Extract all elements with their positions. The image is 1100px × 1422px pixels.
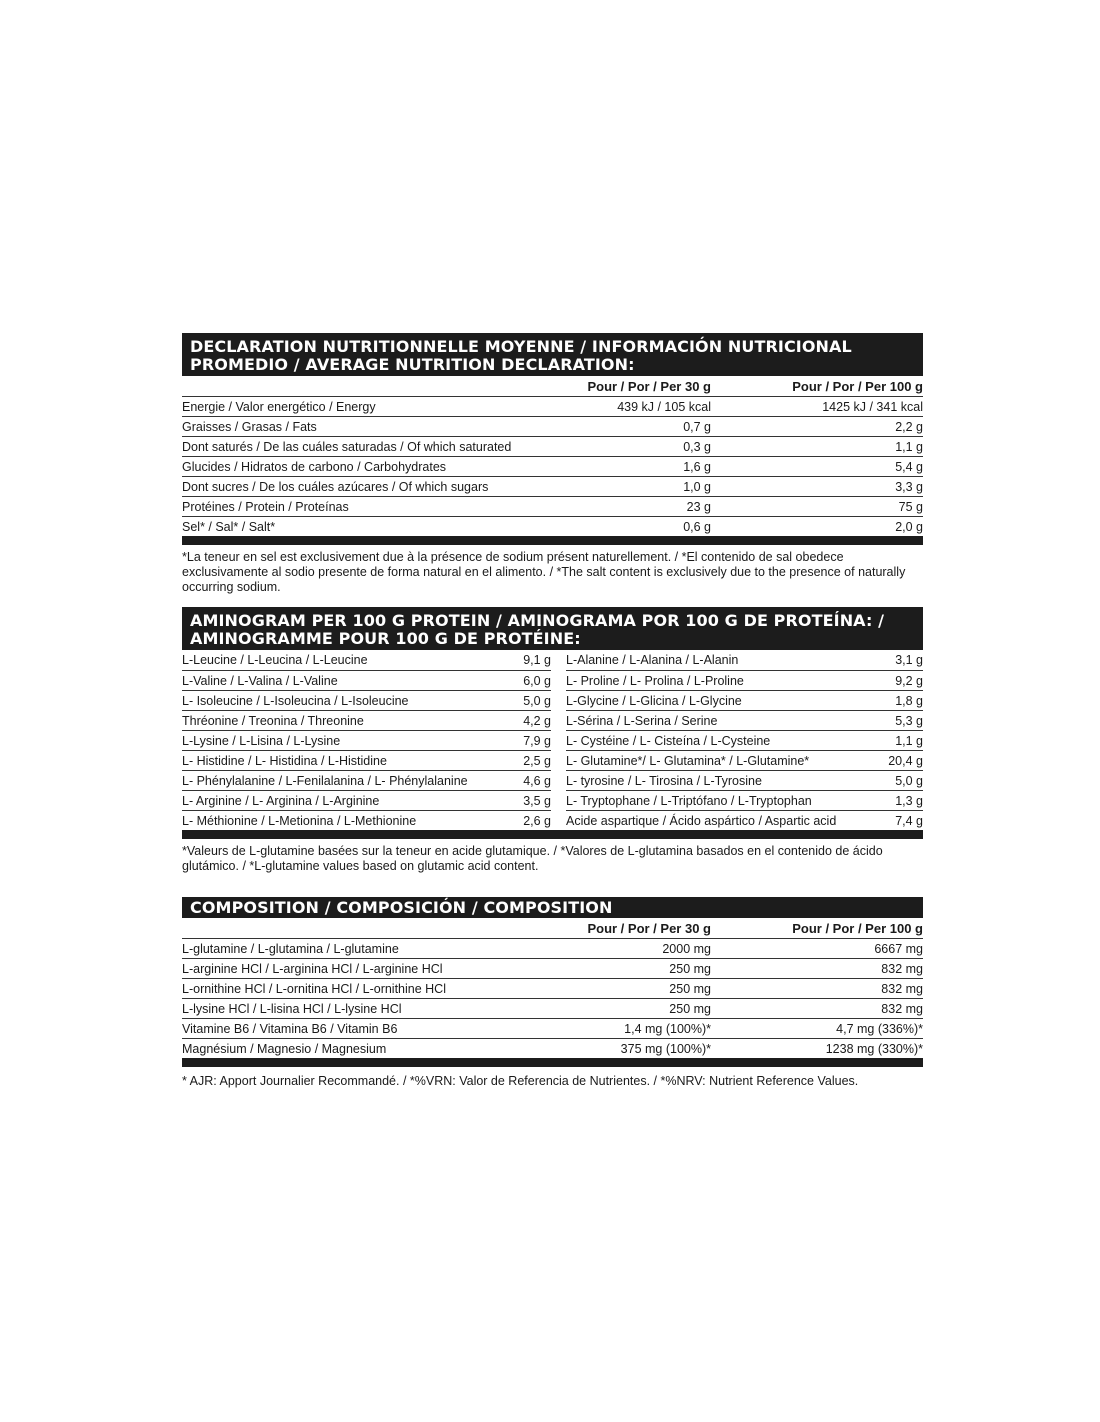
value-per-30g: 0,6 g bbox=[683, 520, 711, 534]
nutrition-rows bbox=[182, 396, 923, 536]
amino-acid-name: L- Proline / L- Prolina / L-Proline bbox=[566, 674, 744, 688]
table-row bbox=[182, 1038, 923, 1058]
amino-acid-name: L- tyrosine / L- Tirosina / L-Tyrosine bbox=[566, 774, 762, 788]
table-row bbox=[182, 396, 923, 416]
value-per-30g: 375 mg (100%)* bbox=[620, 1042, 711, 1056]
nutrient-name: L-arginine HCl / L-arginina HCl / L-arginine HCl bbox=[182, 962, 443, 976]
nutrient-name: Dont sucres / De los cuáles azúcares / Of which sugars bbox=[182, 480, 489, 494]
nutrient-name: Glucides / Hidratos de carbono / Carbohydrates bbox=[182, 460, 447, 474]
amino-acid-name: L-Sérina / L-Serina / Serine bbox=[566, 714, 718, 728]
value-per-100g: 3,3 g bbox=[895, 480, 923, 494]
amino-acid-row bbox=[566, 810, 923, 830]
nutrient-name: L-ornithine HCl / L-ornitina HCl / L-ornithine HCl bbox=[182, 982, 446, 996]
nutrient-name: Dont saturés / De las cuáles saturadas / Of which saturated bbox=[182, 440, 512, 454]
amino-acid-value: 2,5 g bbox=[523, 754, 551, 768]
amino-acid-row bbox=[566, 750, 923, 770]
column-header-per-100g: Pour / Por / Per 100 g bbox=[792, 921, 923, 936]
nutrient-name: L-lysine HCl / L-lisina HCl / L-lysine HCl bbox=[182, 1002, 402, 1016]
amino-acid-value: 4,6 g bbox=[523, 774, 551, 788]
amino-acid-row bbox=[566, 770, 923, 790]
amino-acid-value: 20,4 g bbox=[888, 754, 923, 768]
value-per-30g: 250 mg bbox=[669, 1002, 711, 1016]
amino-acid-value: 4,2 g bbox=[523, 714, 551, 728]
amino-acid-name: L- Glutamine*/ L- Glutamina* / L-Glutamine* bbox=[566, 754, 810, 768]
amino-acid-value: 6,0 g bbox=[523, 674, 551, 688]
amino-acid-value: 3,1 g bbox=[895, 653, 923, 667]
amino-acid-value: 1,1 g bbox=[895, 734, 923, 748]
amino-acid-row bbox=[182, 770, 551, 790]
value-per-30g: 0,3 g bbox=[683, 440, 711, 454]
amino-acid-row bbox=[182, 790, 551, 810]
amino-acid-name: Acide aspartique / Ácido aspártico / Aspartic acid bbox=[566, 814, 837, 828]
value-per-30g: 250 mg bbox=[669, 982, 711, 996]
value-per-100g: 832 mg bbox=[881, 1002, 923, 1016]
amino-acid-name: L- Isoleucine / L-Isoleucina / L-Isoleucine bbox=[182, 694, 409, 708]
value-per-100g: 6667 mg bbox=[874, 942, 923, 956]
amino-acid-name: L- Tryptophane / L-Triptófano / L-Tryptophan bbox=[566, 794, 812, 808]
amino-acid-value: 2,6 g bbox=[523, 814, 551, 828]
aminogram-section bbox=[182, 607, 923, 874]
value-per-30g: 439 kJ / 105 kcal bbox=[617, 400, 711, 414]
aminogram-table bbox=[182, 650, 923, 830]
amino-acid-name: L- Méthionine / L-Metionina / L-Methionine bbox=[182, 814, 417, 828]
section-divider-bar bbox=[182, 830, 923, 839]
amino-acid-row bbox=[182, 750, 551, 770]
table-row bbox=[182, 476, 923, 496]
amino-acid-row bbox=[566, 790, 923, 810]
composition-column-headers bbox=[182, 918, 923, 938]
composition-title: COMPOSITION / COMPOSICIÓN / COMPOSITION bbox=[182, 897, 923, 918]
value-per-100g: 1,1 g bbox=[895, 440, 923, 454]
amino-acid-row bbox=[566, 710, 923, 730]
nutrient-name: Graisses / Grasas / Fats bbox=[182, 420, 317, 434]
amino-acid-name: L-Valine / L-Valina / L-Valine bbox=[182, 674, 338, 688]
nutrient-name: Protéines / Protein / Proteínas bbox=[182, 500, 349, 514]
table-row bbox=[182, 456, 923, 476]
amino-acid-value: 1,3 g bbox=[895, 794, 923, 808]
amino-acid-row bbox=[182, 670, 551, 690]
value-per-100g: 832 mg bbox=[881, 982, 923, 996]
value-per-100g: 5,4 g bbox=[895, 460, 923, 474]
glutamine-footnote: *Valeurs de L-glutamine basées sur la teneur en acide glutamique. / *Valores de L-glutamina basados en el contenido de ácido glutámico. / *L-glutamine values based on glutamic acid content. bbox=[182, 844, 883, 873]
amino-acid-row bbox=[566, 730, 923, 750]
table-row bbox=[182, 516, 923, 536]
value-per-30g: 23 g bbox=[686, 500, 711, 514]
amino-acid-name: L- Histidine / L- Histidina / L-Histidine bbox=[182, 754, 387, 768]
value-per-30g: 2000 mg bbox=[662, 942, 711, 956]
amino-acid-value: 7,4 g bbox=[895, 814, 923, 828]
nutrient-name: Sel* / Sal* / Salt* bbox=[182, 520, 276, 534]
amino-acid-row bbox=[182, 650, 551, 670]
amino-acid-name: L-Lysine / L-Lisina / L-Lysine bbox=[182, 734, 341, 748]
section-divider-bar bbox=[182, 536, 923, 545]
table-row bbox=[182, 978, 923, 998]
amino-acid-row bbox=[182, 710, 551, 730]
amino-acid-row bbox=[566, 650, 923, 670]
value-per-100g: 2,0 g bbox=[895, 520, 923, 534]
amino-acid-row bbox=[566, 690, 923, 710]
amino-acid-row bbox=[182, 690, 551, 710]
aminogram-left-column bbox=[182, 650, 551, 830]
amino-acid-name: L-Leucine / L-Leucina / L-Leucine bbox=[182, 653, 368, 667]
table-row bbox=[182, 998, 923, 1018]
nutrient-name: Magnésium / Magnesio / Magnesium bbox=[182, 1042, 387, 1056]
value-per-30g: 250 mg bbox=[669, 962, 711, 976]
value-per-100g: 75 g bbox=[898, 500, 923, 514]
composition-section bbox=[182, 897, 923, 1089]
aminogram-title: AMINOGRAM PER 100 G PROTEIN / AMINOGRAMA POR 100 G DE PROTEÍNA: / AMINOGRAMME POUR 100 G DE PROTÉINE: bbox=[182, 607, 923, 650]
nutrient-name: Energie / Valor energético / Energy bbox=[182, 400, 376, 414]
amino-acid-name: L-Alanine / L-Alanina / L-Alanin bbox=[566, 653, 739, 667]
amino-acid-value: 5,0 g bbox=[895, 774, 923, 788]
value-per-100g: 1238 mg (330%)* bbox=[825, 1042, 923, 1056]
value-per-30g: 1,6 g bbox=[683, 460, 711, 474]
value-per-30g: 1,4 mg (100%)* bbox=[624, 1022, 711, 1036]
section-divider-bar bbox=[182, 1058, 923, 1067]
amino-acid-value: 7,9 g bbox=[523, 734, 551, 748]
amino-acid-row bbox=[566, 670, 923, 690]
value-per-100g: 832 mg bbox=[881, 962, 923, 976]
amino-acid-value: 1,8 g bbox=[895, 694, 923, 708]
amino-acid-value: 5,3 g bbox=[895, 714, 923, 728]
column-header-per-100g: Pour / Por / Per 100 g bbox=[792, 379, 923, 394]
composition-rows bbox=[182, 938, 923, 1058]
column-header-per-30g: Pour / Por / Per 30 g bbox=[587, 379, 711, 394]
nutrition-column-headers bbox=[182, 376, 923, 396]
amino-acid-name: L-Glycine / L-Glicina / L-Glycine bbox=[566, 694, 742, 708]
amino-acid-row bbox=[182, 810, 551, 830]
amino-acid-name: L- Cystéine / L- Cisteína / L-Cysteine bbox=[566, 734, 771, 748]
salt-footnote: *La teneur en sel est exclusivement due à la présence de sodium présent naturellement. / *El contenido de sal obedece exclusivamente al sodio presente de forma natural en el alimento. / *The salt content is exclusively due to the presence of naturally occurring sodium. bbox=[182, 550, 906, 594]
amino-acid-value: 5,0 g bbox=[523, 694, 551, 708]
table-row bbox=[182, 416, 923, 436]
table-row bbox=[182, 436, 923, 456]
amino-acid-name: L- Arginine / L- Arginina / L-Arginine bbox=[182, 794, 380, 808]
table-row bbox=[182, 1018, 923, 1038]
aminogram-right-column bbox=[566, 650, 923, 830]
nrv-footnote: * AJR: Apport Journalier Recommandé. / *%VRN: Valor de Referencia de Nutrientes. / *%NRV: Nutrient Reference Values. bbox=[182, 1074, 859, 1088]
value-per-30g: 1,0 g bbox=[683, 480, 711, 494]
table-row bbox=[182, 496, 923, 516]
nutrient-name: Vitamine B6 / Vitamina B6 / Vitamin B6 bbox=[182, 1022, 398, 1036]
value-per-100g: 1425 kJ / 341 kcal bbox=[822, 400, 923, 414]
amino-acid-row bbox=[182, 730, 551, 750]
table-row bbox=[182, 938, 923, 958]
amino-acid-name: Thréonine / Treonina / Threonine bbox=[182, 714, 364, 728]
amino-acid-value: 9,2 g bbox=[895, 674, 923, 688]
amino-acid-value: 9,1 g bbox=[523, 653, 551, 667]
column-header-per-30g: Pour / Por / Per 30 g bbox=[587, 921, 711, 936]
value-per-30g: 0,7 g bbox=[683, 420, 711, 434]
nutrition-section bbox=[182, 333, 923, 595]
amino-acid-value: 3,5 g bbox=[523, 794, 551, 808]
value-per-100g: 2,2 g bbox=[895, 420, 923, 434]
nutrient-name: L-glutamine / L-glutamina / L-glutamine bbox=[182, 942, 399, 956]
amino-acid-name: L- Phénylalanine / L-Fenilalanina / L- Phénylalanine bbox=[182, 774, 468, 788]
table-row bbox=[182, 958, 923, 978]
value-per-100g: 4,7 mg (336%)* bbox=[836, 1022, 923, 1036]
nutrition-title: DECLARATION NUTRITIONNELLE MOYENNE / INFORMACIÓN NUTRICIONAL PROMEDIO / AVERAGE NUTRITION DECLARATION: bbox=[182, 333, 923, 376]
